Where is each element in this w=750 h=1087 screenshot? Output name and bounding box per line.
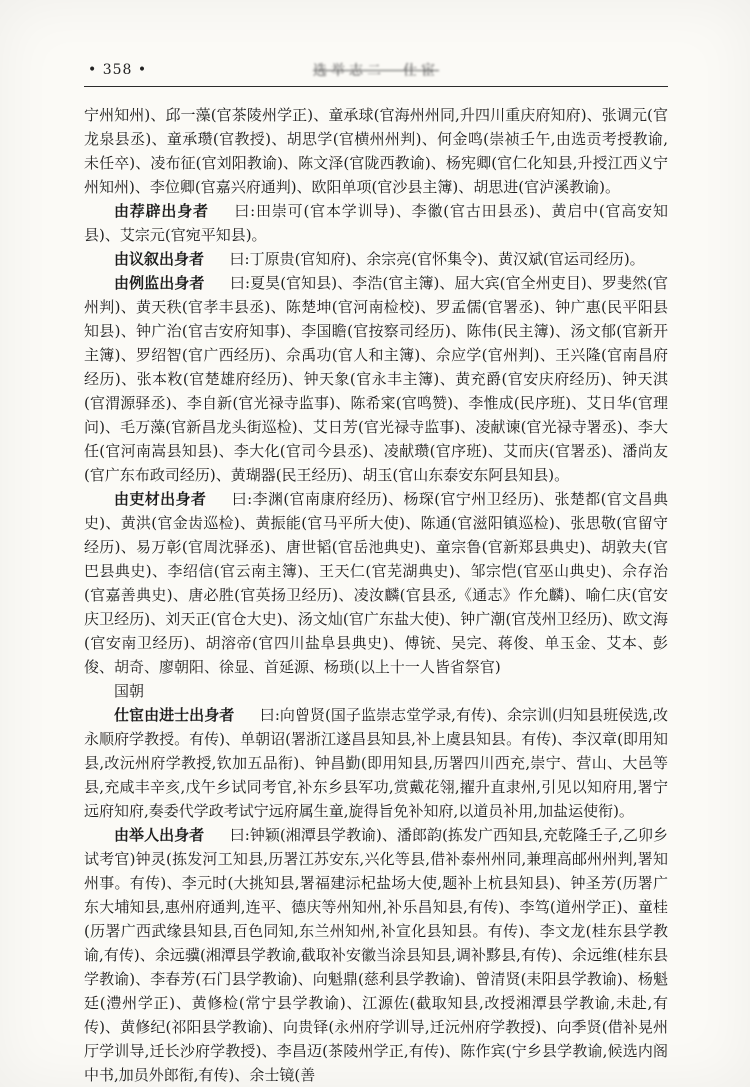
body-paragraph <box>84 103 668 199</box>
body-paragraph-dynasty-heading <box>84 679 668 703</box>
paragraph-text: 宁州知州)、邱一藻(官茶陵州学正)、童承球(官海州州同,升四川重庆府知府)、张调元(官龙泉县丞)、童承瓒(官教授)、胡思学(官横州州判)、何金鸣(崇祯壬午,由选贡考授教谕,未任卒)、凌布征(官刘阳教谕)、陈文泽(官陇西教谕)、杨宪卿(官仁化知县,升授江西义宁州知州)、李位卿(官嘉兴府通判)、欧阳单项(官沙县主簿)、胡思进(官泸溪教谕)。 <box>84 106 668 196</box>
paragraph-lead: 由吏材出身者 <box>114 490 207 508</box>
paragraph-lead: 由荐辟出身者 <box>114 202 209 220</box>
body-paragraph <box>84 271 668 487</box>
body-paragraph <box>84 487 668 679</box>
body-paragraph <box>84 199 668 247</box>
page-number: • 358 • <box>88 62 148 78</box>
paragraph-lead: 仕宦由进士出身者 <box>114 706 235 724</box>
paragraph-lead: 由举人出身者 <box>114 826 205 844</box>
header-divider <box>84 86 668 87</box>
paragraph-text: 曰:田崇可(官本学训导)、李徽(官古田县丞)、黄启中(官高安知县)、艾宗元(官宛平知县)。 <box>84 202 668 244</box>
paragraph-lead: 由议叙出身者 <box>114 250 205 268</box>
paragraph-text: 曰:李渊(官南康府经历)、杨琛(官宁州卫经历)、张楚都(官文昌典史)、黄洪(官金齿巡检)、黄振能(官马平所大使)、陈通(官滋阳镇巡检)、张思敬(官留守经历)、易万彰(官周沈驿丞)、唐世韬(官岳池典史)、童宗鲁(官新郑县典史)、胡敦夫(官巴县典史)、李绍信(官云南主簿)、王天仁(官芜湖典史)、邹宗恺(官巫山典史)、佘存治(官嘉善典史)、唐必胜(官英扬卫经历)、凌汝麟(官县丞,《通志》作允麟)、喻仁庆(官安庆卫经历)、刘天正(官仓大史)、汤文灿(官广东盐大使)、钟广潮(官茂州卫经历)、欧文海(官安南卫经历)、胡溶帝(官四川盐阜县典史)、傅铳、吴完、蒋俊、单玉金、艾本、彭俊、胡奇、廖朝阳、徐显、首延源、杨琐(以上十一人皆省祭官) <box>84 490 668 676</box>
paragraph-text: 曰:丁原贵(官知府)、余宗亮(官怀集令)、黄汉斌(官运司经历)。 <box>229 250 645 268</box>
page-inner <box>84 60 668 1087</box>
document-body <box>84 103 668 1087</box>
paragraph-text: 曰:向曾贤(国子监崇志堂学录,有传)、余宗训(归知县班侯选,改永顺府学教授。有传)、单朝诏(署浙江遂昌县知县,补上虞县知县。有传)、李汉章(即用知县,改沅州府学教授,钦加五品衔)、钟昌勤(即用知县,历署四川西充,崇宁、营山、大邑等县,充咸丰辛亥,戊午乡试同考官,补东乡县军功,赏戴花翎,擢升直隶州,引见以知府用,署宁远府知府,奏委代学政考试宁远府属生童,旋得旨免补知府,以道员补用,加盐运使衔)。 <box>84 706 668 820</box>
body-paragraph <box>84 247 668 271</box>
page-header <box>84 60 668 84</box>
paragraph-text: 曰:夏昊(官知县)、李浩(官主簿)、屈大宾(官全州吏目)、罗斐然(官州判)、黄天秩(官孝丰县丞)、陈楚坤(官河南检校)、罗孟儒(官署丞)、钟广惠(民平阳县知县)、钟广治(官吉安府知事)、李国瞻(官按察司经历)、陈伟(民主簿)、汤文郁(官新开主簿)、罗绍智(官广西经历)、佘禹功(官人和主簿)、佘应学(官州判)、王兴隆(官南昌府经历)、张本敉(官楚雄府经历)、钟天象(官永丰主簿)、黄充爵(官安庆府经历)、钟天淇(官渭源驿丞)、李自新(官光禄寺监事)、陈希寀(官鸣赞)、李惟成(民序班)、艾日华(官理问)、毛万藻(官新昌龙头街巡检)、艾日芳(官光禄寺监事)、凌献谏(官光禄寺署丞)、李大任(官河南嵩县知县)、李大化(官司今县丞)、凌献瓒(官序班)、艾而庆(官署丞)、潘尚友(官广东布政司经历)、黄瑚器(民王经历)、胡玉(官山东泰安东阿县知县)。 <box>84 274 668 484</box>
header-title: 选举志二 仕宦 <box>313 63 439 79</box>
body-paragraph <box>84 703 668 823</box>
body-paragraph <box>84 823 668 1087</box>
paragraph-text: 国朝 <box>114 682 145 700</box>
paragraph-text: 曰:钟颖(湘潭县学教谕)、潘郎韵(拣发广西知县,充乾隆壬子,乙卯乡试考官)钟灵(拣发河工知县,历署江苏安东,兴化等县,借补泰州州同,兼理高邮州州判,署知州事。有传)、李元时(大挑知县,署福建沶杞盐场大使,题补上杭县知县)、钟圣芳(历署广东大埔知县,惠州府通判,连平、德庆等州知州,补乐昌知县,有传)、李笃(道州学正)、童桂(历署广西武缘县知县,百色同知,东兰州知州,补宣化县知县。有传)、李文龙(桂东县学教谕,有传)、余远骥(湘潭县学教谕,截取补安徽当涂县知县,调补黟县,有传)、余远维(桂东县学教谕)、李春芳(石门县学教谕)、向魁鼎(慈利县学教谕)、曾清贤(耒阳县学教谕)、杨魁廷(澧州学正)、黄修检(常宁县学教谕)、江源佐(截取知县,改授湘潭县学教谕,未赴,有传)、黄修纪(祁阳县学教谕)、向贵铎(永州府学训导,迁沅州府学教授)、向季贤(借补晃州厅学训导,迁长沙府学教授)、李昌迈(茶陵州学正,有传)、陈作宾(宁乡县学教谕,候选内阁中书,加员外郎衔,有传)、余士镜(善 <box>84 826 668 1084</box>
paragraph-lead: 由例监出身者 <box>114 274 205 292</box>
